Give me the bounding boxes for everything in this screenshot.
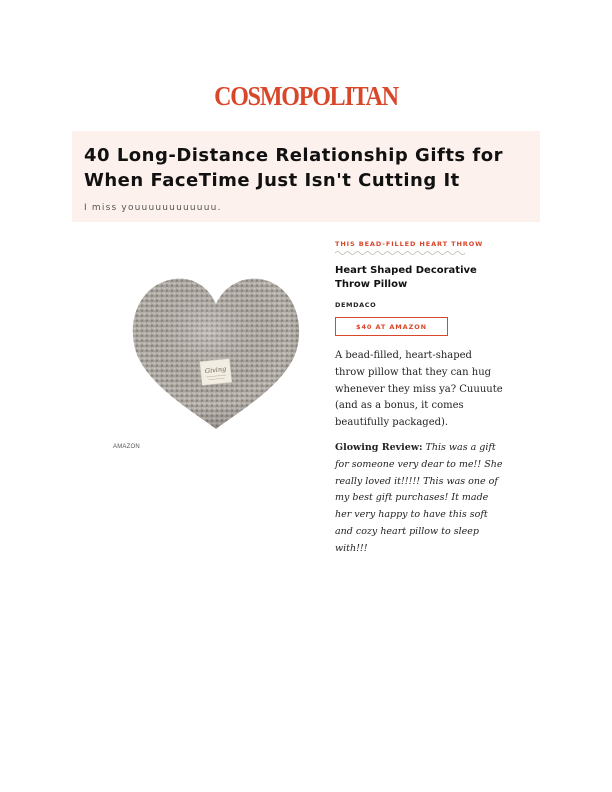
heart-pillow-image[interactable] bbox=[128, 272, 304, 432]
product-name[interactable]: Heart Shaped Decorative Throw Pillow bbox=[335, 265, 477, 290]
review-text: This was a gift for someone very dear to me!! She really loved it!!!!! This was one of my best gift purchases! It made her very happy to have this soft and cozy heart pillow to sleep with!!! bbox=[335, 442, 503, 554]
article-dek: I miss youuuuuuuuuuuu. bbox=[84, 203, 222, 213]
review-label: Glowing Review: bbox=[335, 442, 423, 453]
product-brand: DEMDACO bbox=[335, 301, 377, 309]
image-credit: AMAZON bbox=[113, 444, 140, 450]
product-eyebrow: THIS BEAD-FILLED HEART THROW bbox=[335, 240, 484, 248]
product-description: A bead-filled, heart-shaped throw pillow that they can hug whenever they miss ya? Cuuuute (and as a bonus, it comes beautifully packaged). bbox=[335, 350, 503, 429]
cosmopolitan-logo[interactable]: COSMOPOLITAN bbox=[214, 81, 398, 112]
wavy-divider bbox=[335, 250, 465, 256]
buy-at-amazon-button[interactable]: $40 AT AMAZON bbox=[335, 317, 448, 336]
article-header bbox=[72, 131, 540, 222]
pillow-tag-text: Giving bbox=[204, 364, 227, 376]
glowing-review bbox=[335, 440, 507, 558]
article-title: 40 Long-Distance Relationship Gifts for When FaceTime Just Isn't Cutting It bbox=[84, 145, 503, 191]
